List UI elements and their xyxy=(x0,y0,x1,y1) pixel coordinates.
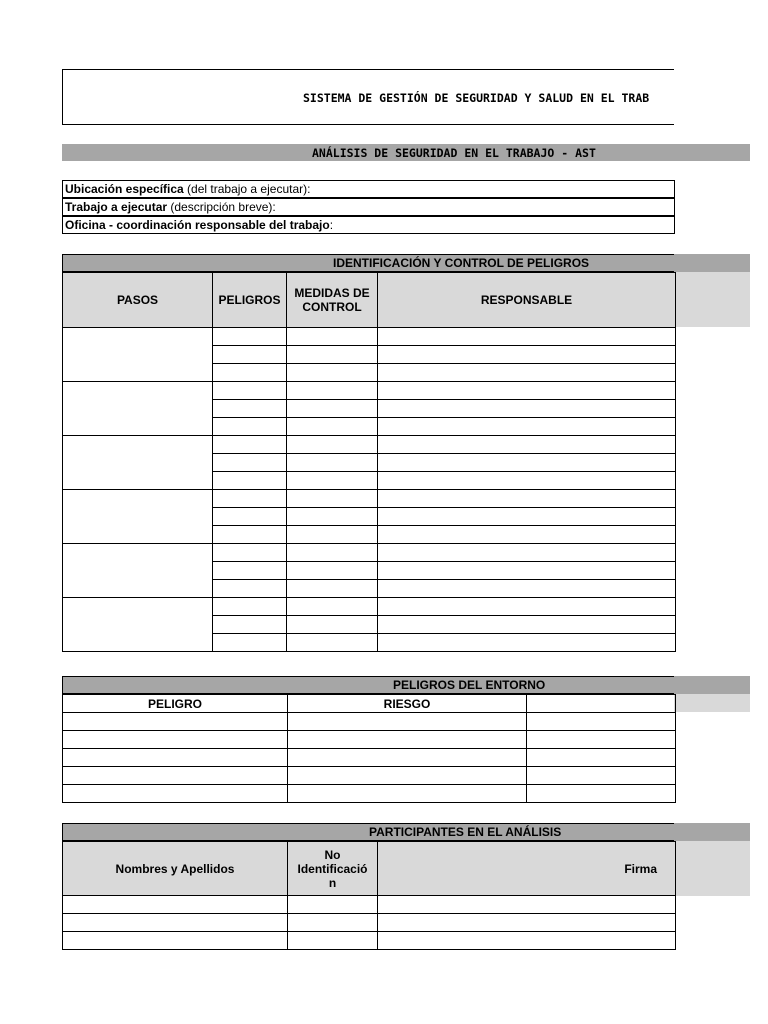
hazard-cell[interactable] xyxy=(213,580,287,598)
env-extra-cell[interactable] xyxy=(527,713,676,731)
control-cell[interactable] xyxy=(287,346,378,364)
responsible-cell[interactable] xyxy=(378,508,676,526)
env-extra-cell[interactable] xyxy=(527,767,676,785)
participant-name-cell[interactable] xyxy=(63,896,288,914)
step-cell[interactable] xyxy=(63,436,213,490)
env-risk-cell[interactable] xyxy=(288,767,527,785)
hazards-table xyxy=(62,272,676,652)
control-cell[interactable] xyxy=(287,634,378,652)
hazard-cell[interactable] xyxy=(213,562,287,580)
participant-signature-cell[interactable] xyxy=(378,896,676,914)
responsible-cell[interactable] xyxy=(378,418,676,436)
office-hint: : xyxy=(329,218,334,232)
hazard-cell[interactable] xyxy=(213,400,287,418)
env-hazard-cell[interactable] xyxy=(63,785,288,803)
participant-signature-cell[interactable] xyxy=(378,914,676,932)
environment-header-extension xyxy=(674,694,750,712)
responsible-cell[interactable] xyxy=(378,562,676,580)
hazard-cell[interactable] xyxy=(213,364,287,382)
step-cell[interactable] xyxy=(63,328,213,382)
responsible-cell[interactable] xyxy=(378,580,676,598)
env-hazard-cell[interactable] xyxy=(63,767,288,785)
form-title-band xyxy=(62,144,750,161)
header-names: Nombres y Apellidos xyxy=(63,842,288,896)
responsible-cell[interactable] xyxy=(378,328,676,346)
office-field[interactable] xyxy=(62,216,675,234)
control-cell[interactable] xyxy=(287,526,378,544)
hazard-cell[interactable] xyxy=(213,472,287,490)
location-hint: (del trabajo a ejecutar): xyxy=(183,182,311,196)
responsible-cell[interactable] xyxy=(378,616,676,634)
header-steps: PASOS xyxy=(63,273,213,328)
env-extra-cell[interactable] xyxy=(527,731,676,749)
responsible-cell[interactable] xyxy=(378,454,676,472)
hazard-cell[interactable] xyxy=(213,544,287,562)
env-risk-cell[interactable] xyxy=(288,713,527,731)
responsible-cell[interactable] xyxy=(378,364,676,382)
participant-id-cell[interactable] xyxy=(288,932,378,950)
hazard-cell[interactable] xyxy=(213,328,287,346)
responsible-cell[interactable] xyxy=(378,526,676,544)
responsible-cell[interactable] xyxy=(378,400,676,418)
env-risk-cell[interactable] xyxy=(288,731,527,749)
env-hazard-cell[interactable] xyxy=(63,731,288,749)
header-hazards: PELIGROS xyxy=(213,273,287,328)
office-label: Oficina - coordinación responsable del trabajo xyxy=(65,218,330,232)
hazards-band-extension xyxy=(674,254,750,272)
control-cell[interactable] xyxy=(287,508,378,526)
responsible-cell[interactable] xyxy=(378,544,676,562)
control-cell[interactable] xyxy=(287,400,378,418)
control-cell[interactable] xyxy=(287,382,378,400)
control-cell[interactable] xyxy=(287,544,378,562)
hazard-cell[interactable] xyxy=(213,526,287,544)
responsible-cell[interactable] xyxy=(378,634,676,652)
step-cell[interactable] xyxy=(63,490,213,544)
responsible-cell[interactable] xyxy=(378,490,676,508)
hazard-cell[interactable] xyxy=(213,454,287,472)
step-cell[interactable] xyxy=(63,544,213,598)
control-cell[interactable] xyxy=(287,328,378,346)
hazard-cell[interactable] xyxy=(213,616,287,634)
header-controls: MEDIDAS DE CONTROL xyxy=(287,273,378,328)
participant-id-cell[interactable] xyxy=(288,914,378,932)
header-signature: Firma xyxy=(378,842,676,896)
responsible-cell[interactable] xyxy=(378,346,676,364)
control-cell[interactable] xyxy=(287,598,378,616)
control-cell[interactable] xyxy=(287,616,378,634)
job-hint: (descripción breve): xyxy=(167,200,276,214)
participants-band-extension xyxy=(674,823,750,841)
hazard-cell[interactable] xyxy=(213,598,287,616)
hazard-cell[interactable] xyxy=(213,418,287,436)
responsible-cell[interactable] xyxy=(378,382,676,400)
env-hazard-cell[interactable] xyxy=(63,713,288,731)
hazards-section-title: IDENTIFICACIÓN Y CONTROL DE PELIGROS xyxy=(333,256,590,270)
env-risk-cell[interactable] xyxy=(288,749,527,767)
environment-table xyxy=(62,694,676,803)
participants-header-extension xyxy=(674,841,750,896)
location-field[interactable] xyxy=(62,180,675,198)
header-hazard: PELIGRO xyxy=(63,695,288,713)
participants-header-row xyxy=(63,842,676,896)
env-extra-cell[interactable] xyxy=(527,785,676,803)
hazard-cell[interactable] xyxy=(213,634,287,652)
control-cell[interactable] xyxy=(287,454,378,472)
env-risk-cell[interactable] xyxy=(288,785,527,803)
system-title: SISTEMA DE GESTIÓN DE SEGURIDAD Y SALUD EN EL TRAB xyxy=(303,91,650,105)
header-id: No Identificació n xyxy=(288,842,378,896)
participant-id-cell[interactable] xyxy=(288,896,378,914)
hazard-cell[interactable] xyxy=(213,382,287,400)
hazards-header-row xyxy=(63,273,676,328)
control-cell[interactable] xyxy=(287,580,378,598)
environment-section-band xyxy=(62,676,674,694)
step-cell[interactable] xyxy=(63,382,213,436)
step-cell[interactable] xyxy=(63,598,213,652)
control-cell[interactable] xyxy=(287,490,378,508)
location-label: Ubicación específica xyxy=(65,182,184,196)
header-risk: RIESGO xyxy=(288,695,527,713)
control-cell[interactable] xyxy=(287,436,378,454)
responsible-cell[interactable] xyxy=(378,436,676,454)
header-blank xyxy=(527,695,676,713)
participants-table xyxy=(62,841,676,950)
env-hazard-cell[interactable] xyxy=(63,749,288,767)
participant-name-cell[interactable] xyxy=(63,932,288,950)
document-header xyxy=(62,69,674,125)
environment-header-row xyxy=(63,695,676,713)
hazard-cell[interactable] xyxy=(213,436,287,454)
env-extra-cell[interactable] xyxy=(527,749,676,767)
control-cell[interactable] xyxy=(287,364,378,382)
participant-name-cell[interactable] xyxy=(63,914,288,932)
environment-band-extension xyxy=(674,676,750,694)
environment-section-title: PELIGROS DEL ENTORNO xyxy=(393,678,546,692)
control-cell[interactable] xyxy=(287,472,378,490)
job-field[interactable] xyxy=(62,198,675,216)
control-cell[interactable] xyxy=(287,418,378,436)
job-label: Trabajo a ejecutar xyxy=(65,200,168,214)
hazard-cell[interactable] xyxy=(213,508,287,526)
hazard-cell[interactable] xyxy=(213,490,287,508)
responsible-cell[interactable] xyxy=(378,472,676,490)
participants-section-band xyxy=(62,823,674,841)
header-responsible: RESPONSABLE xyxy=(378,273,676,328)
form-title: ANÁLISIS DE SEGURIDAD EN EL TRABAJO - AST xyxy=(312,146,596,160)
participant-signature-cell[interactable] xyxy=(378,932,676,950)
control-cell[interactable] xyxy=(287,562,378,580)
responsible-cell[interactable] xyxy=(378,598,676,616)
hazards-section-band xyxy=(62,254,674,272)
hazard-cell[interactable] xyxy=(213,346,287,364)
participants-section-title: PARTICIPANTES EN EL ANÁLISIS xyxy=(369,825,562,839)
hazards-header-extension xyxy=(674,272,750,327)
